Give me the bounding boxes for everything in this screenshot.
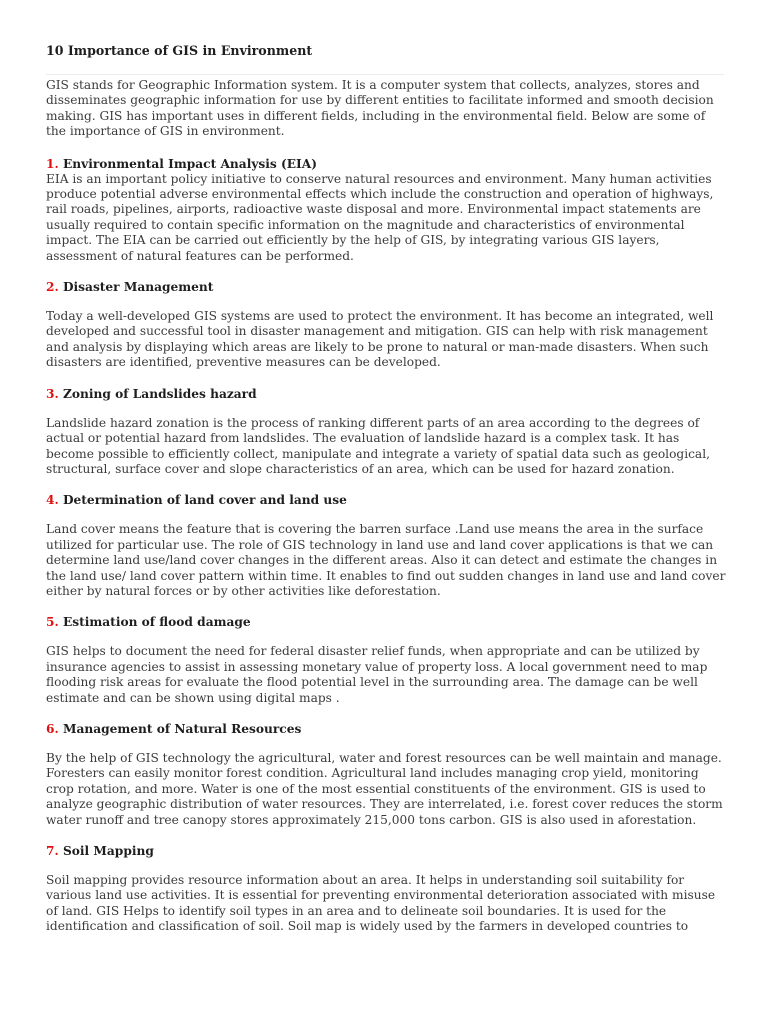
section-title: Soil Mapping: [62, 844, 154, 858]
section-4: [46, 492, 726, 599]
section-6: [46, 721, 726, 828]
section-number: 5.: [46, 615, 59, 630]
section-1: [46, 156, 726, 264]
section-body: GIS helps to document the need for federal disaster relief funds, when appropriate and can be utilized by insurance agencies to assist in assessing monetary value of property loss. A local government need to map flooding risk areas for evaluate the flood potential level in the surrounding area. The damage can be well estimate and can be shown using digital maps .: [46, 644, 708, 705]
section-heading: [46, 721, 726, 737]
section-5: [46, 614, 726, 706]
section-body: Land cover means the feature that is covering the barren surface .Land use means the area in the surface utilized for particular use. The role of GIS technology in land use and land cover applications is that we can determine land use/land cover changes in the different areas. Also it can detect and estimate the changes in the land use/ land cover pattern within time. It enables to find out sudden changes in land use and land cover either by natural forces or by other activities like deforestation.: [46, 522, 726, 598]
section-title: Zoning of Landslides hazard: [62, 386, 257, 401]
intro-paragraph: GIS stands for Geographic Information system. It is a computer system that collects, analyzes, stores and disseminates geographic information for use by different entities to facilitate informed and smooth decision making. GIS has important uses in different fields, including in the environmental field. Below are some of the importance of GIS in environment.: [46, 78, 714, 139]
section-3: [46, 386, 726, 478]
section-title: Disaster Management: [62, 280, 214, 295]
section-number: 2.: [46, 280, 59, 295]
page-title: 10 Importance of GIS in Environment: [46, 43, 313, 58]
section-number: 3.: [46, 386, 59, 401]
section-heading: [46, 386, 726, 402]
section-heading: [46, 492, 726, 508]
section-title: Environmental Impact Analysis (EIA): [62, 156, 317, 171]
section-2: [46, 279, 726, 371]
document-page: [46, 42, 726, 935]
title-divider: [46, 74, 724, 75]
section-title: Management of Natural Resources: [62, 721, 302, 736]
section-body: Soil mapping provides resource information about an area. It helps in understanding soil suitability for various land use activities. It is essential for preventing environmental deterioration associated with misuse of land. GIS Helps to identify soil types in an area and to delineate soil boundaries. It is used for the identification and classification of soil. Soil map is widely used by the farmers in developed countries to: [46, 873, 716, 934]
section-number: 4.: [46, 493, 59, 508]
section-body: Landslide hazard zonation is the process of ranking different parts of an area according to the degrees of actual or potential hazard from landslides. The evaluation of landslide hazard is a complex task. It has become possible to efficiently collect, manipulate and integrate a variety of spatial data such as geological, structural, surface cover and slope characteristics of an area, which can be used for hazard zonation.: [46, 415, 710, 476]
section-body: EIA is an important policy initiative to conserve natural resources and environment. Many human activities produce potential adverse environmental effects which include the construction and operation of highways, rail roads, pipelines, airports, radioactive waste disposal and more. Environmental impact statements are usually required to contain specific information on the magnitude and characteristics of environmental impact. The EIA can be carried out efficiently by the help of GIS, by integrating various GIS layers, assessment of natural features can be performed.: [46, 171, 714, 263]
section-number: 6.: [46, 721, 59, 736]
section-body: Today a well-developed GIS systems are used to protect the environment. It has become an integrated, well developed and successful tool in disaster management and mitigation. GIS can help with risk management and analysis by displaying which areas are likely to be prone to natural or man-made disasters. When such disasters are identified, preventive measures can be developed.: [46, 309, 714, 370]
section-heading: [46, 843, 726, 859]
section-number: 7.: [46, 844, 59, 858]
section-heading: [46, 614, 726, 630]
section-heading: [46, 156, 726, 172]
section-body: By the help of GIS technology the agricultural, water and forest resources can be well maintain and manage. Foresters can easily monitor forest condition. Agricultural land includes managing crop yield, monitoring crop rotation, and more. Water is one of the most essential constituents of the environment. GIS is used to analyze geographic distribution of water resources. They are interrelated, i.e. forest cover reduces the storm water runoff and tree canopy stores approximately 215,000 tons carbon. GIS is also used in aforestation.: [46, 750, 723, 827]
section-title: Determination of land cover and land use: [62, 493, 347, 508]
section-number: 1.: [46, 156, 59, 171]
section-7: [46, 843, 726, 935]
section-heading: [46, 279, 726, 295]
section-title: Estimation of flood damage: [62, 615, 251, 630]
